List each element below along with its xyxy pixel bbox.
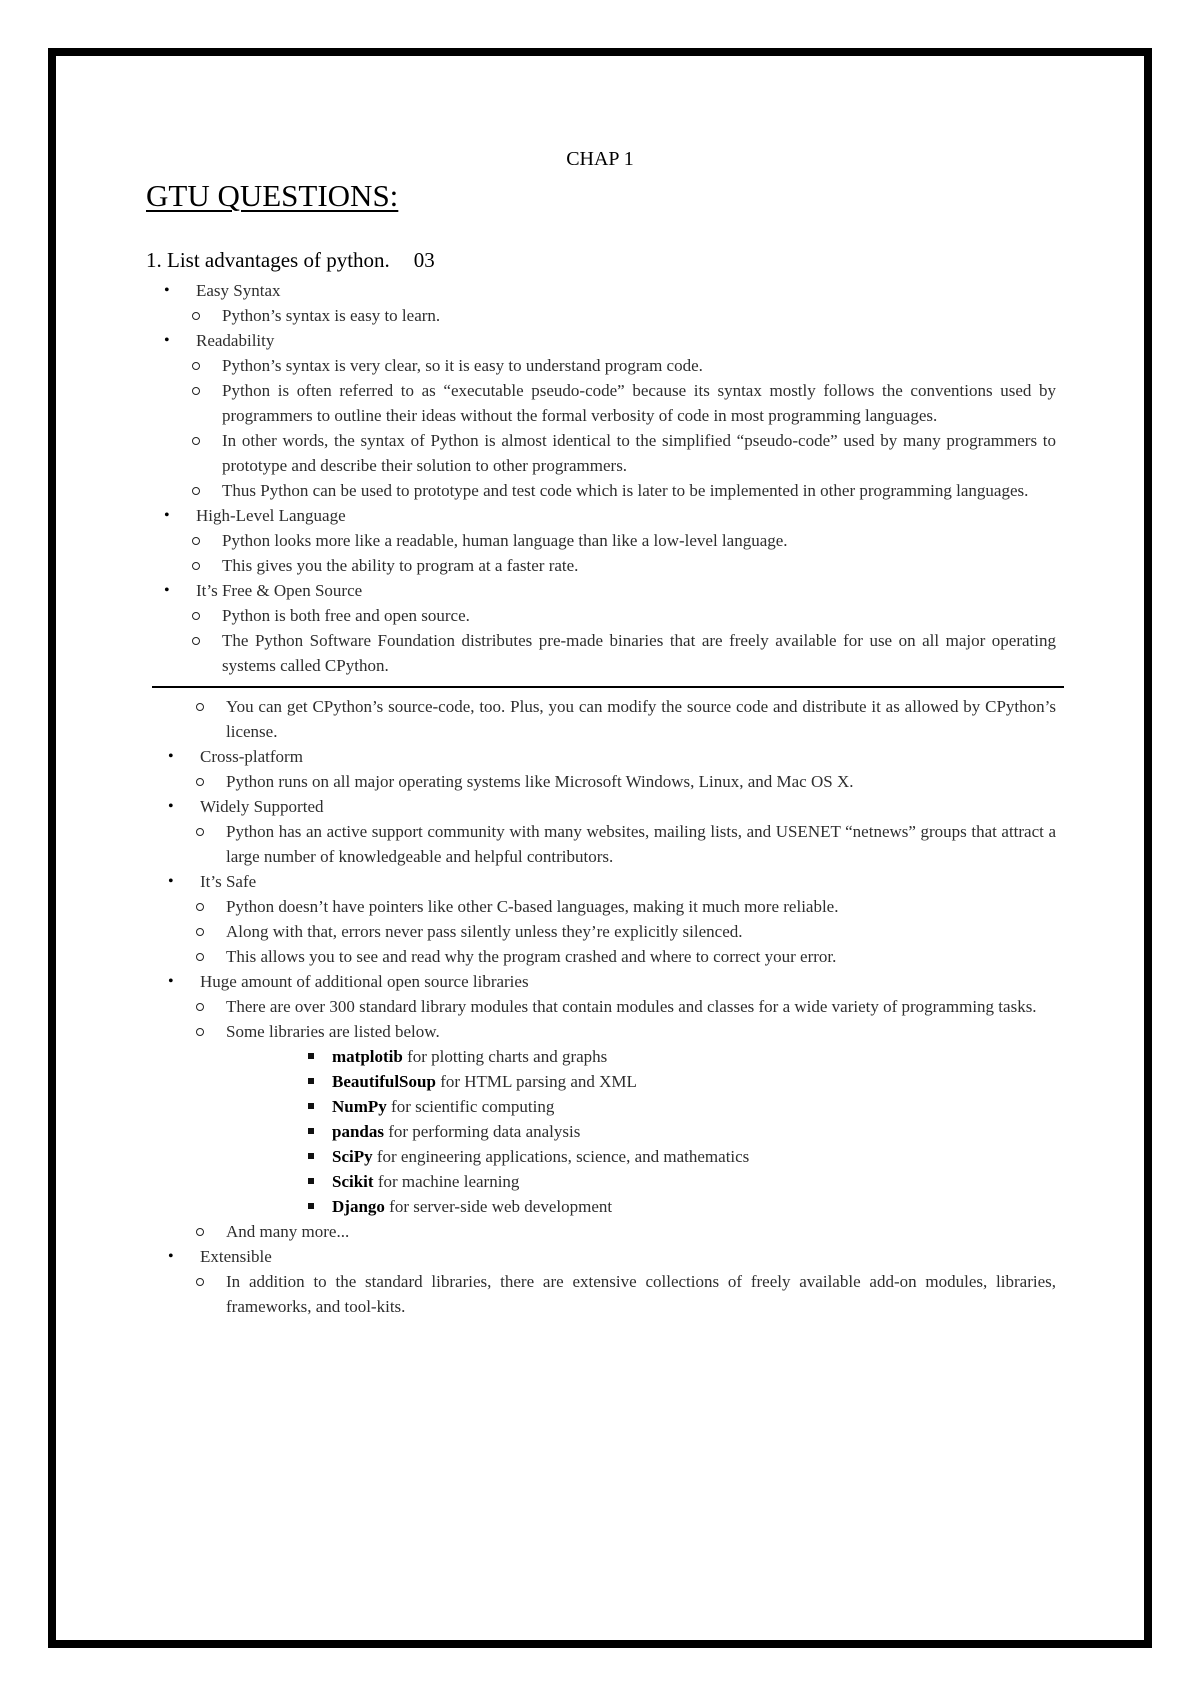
library-item xyxy=(164,1119,1056,1144)
question-text: 1. List advantages of python. xyxy=(146,248,390,272)
sub-bullet-item: Thus Python can be used to prototype and test code which is later to be implemented in other programming languages. xyxy=(160,478,1056,503)
library-name: matplotib xyxy=(332,1047,403,1066)
page-title: GTU QUESTIONS: xyxy=(146,178,399,213)
sub-bullet-item: Python’s syntax is easy to learn. xyxy=(160,303,1056,328)
sub-bullet-item: This allows you to see and read why the program crashed and where to correct your error. xyxy=(164,944,1056,969)
bullet-item: • Easy Syntax xyxy=(160,278,1056,303)
answer-part-1 xyxy=(160,278,1056,678)
library-item xyxy=(164,1044,1056,1069)
question-heading xyxy=(146,248,435,273)
bullet-item: • Widely Supported xyxy=(164,794,1056,819)
sub-bullet-item: This gives you the ability to program at a faster rate. xyxy=(160,553,1056,578)
answer-part-2 xyxy=(160,694,1056,1319)
library-description: for performing data analysis xyxy=(383,1122,581,1141)
bullet-item: • Extensible xyxy=(164,1244,1056,1269)
sub-bullet-item: Python looks more like a readable, human language than like a low-level language. xyxy=(160,528,1056,553)
sub-bullet-item: You can get CPython’s source-code, too. Plus, you can modify the source code and distribute it as allowed by CPython’s license. xyxy=(164,694,1056,744)
sub-bullet-item: There are over 300 standard library modules that contain modules and classes for a wide variety of programming tasks. xyxy=(164,994,1056,1019)
sub-bullet-item: Python is often referred to as “executable pseudo-code” because its syntax mostly follows the conventions used by programmers to outline their ideas without the formal verbosity of code in most programming languages. xyxy=(160,378,1056,428)
answer-content xyxy=(160,278,1056,1319)
sub-bullet-item: Python’s syntax is very clear, so it is easy to understand program code. xyxy=(160,353,1056,378)
sub-bullet-item: Python doesn’t have pointers like other C-based languages, making it much more reliable. xyxy=(164,894,1056,919)
sub-bullet-item: And many more... xyxy=(164,1219,1056,1244)
library-description: for server-side web development xyxy=(384,1197,613,1216)
library-description: for machine learning xyxy=(373,1172,520,1191)
sub-bullet-item: Python runs on all major operating systems like Microsoft Windows, Linux, and Mac OS X. xyxy=(164,769,1056,794)
sub-bullet-item: In addition to the standard libraries, there are extensive collections of freely available add-on modules, libraries, frameworks, and tool-kits. xyxy=(164,1269,1056,1319)
library-name: Scikit xyxy=(332,1172,374,1191)
chapter-label: CHAP 1 xyxy=(566,148,634,170)
sub-bullet-item: Some libraries are listed below. xyxy=(164,1019,1056,1044)
library-item xyxy=(164,1194,1056,1219)
bullet-item: • It’s Safe xyxy=(164,869,1056,894)
library-name: SciPy xyxy=(332,1147,373,1166)
sub-bullet-item: Python has an active support community with many websites, mailing lists, and USENET “netnews” groups that attract a large number of knowledgeable and helpful contributors. xyxy=(164,819,1056,869)
bullet-item: • Huge amount of additional open source libraries xyxy=(164,969,1056,994)
library-name: Django xyxy=(332,1197,385,1216)
sub-bullet-item: Python is both free and open source. xyxy=(160,603,1056,628)
library-name: pandas xyxy=(332,1122,384,1141)
bullet-item: • It’s Free & Open Source xyxy=(160,578,1056,603)
sub-bullet-item: The Python Software Foundation distributes pre-made binaries that are freely available for use on all major operating systems called CPython. xyxy=(160,628,1056,678)
bullet-item: • Cross-platform xyxy=(164,744,1056,769)
sub-bullet-item: In other words, the syntax of Python is almost identical to the simplified “pseudo-code” used by many programmers to prototype and describe their solution to other programmers. xyxy=(160,428,1056,478)
library-item xyxy=(164,1069,1056,1094)
library-name: NumPy xyxy=(332,1097,387,1116)
library-description: for scientific computing xyxy=(386,1097,555,1116)
horizontal-rule xyxy=(152,678,1064,688)
library-description: for HTML parsing and XML xyxy=(435,1072,637,1091)
library-item xyxy=(164,1169,1056,1194)
question-marks: 03 xyxy=(413,248,435,272)
library-item xyxy=(164,1144,1056,1169)
library-description: for engineering applications, science, and mathematics xyxy=(372,1147,750,1166)
library-description: for plotting charts and graphs xyxy=(402,1047,608,1066)
sub-bullet-item: Along with that, errors never pass silently unless they’re explicitly silenced. xyxy=(164,919,1056,944)
bullet-item: • High-Level Language xyxy=(160,503,1056,528)
bullet-item: • Readability xyxy=(160,328,1056,353)
library-item xyxy=(164,1094,1056,1119)
library-name: BeautifulSoup xyxy=(332,1072,436,1091)
